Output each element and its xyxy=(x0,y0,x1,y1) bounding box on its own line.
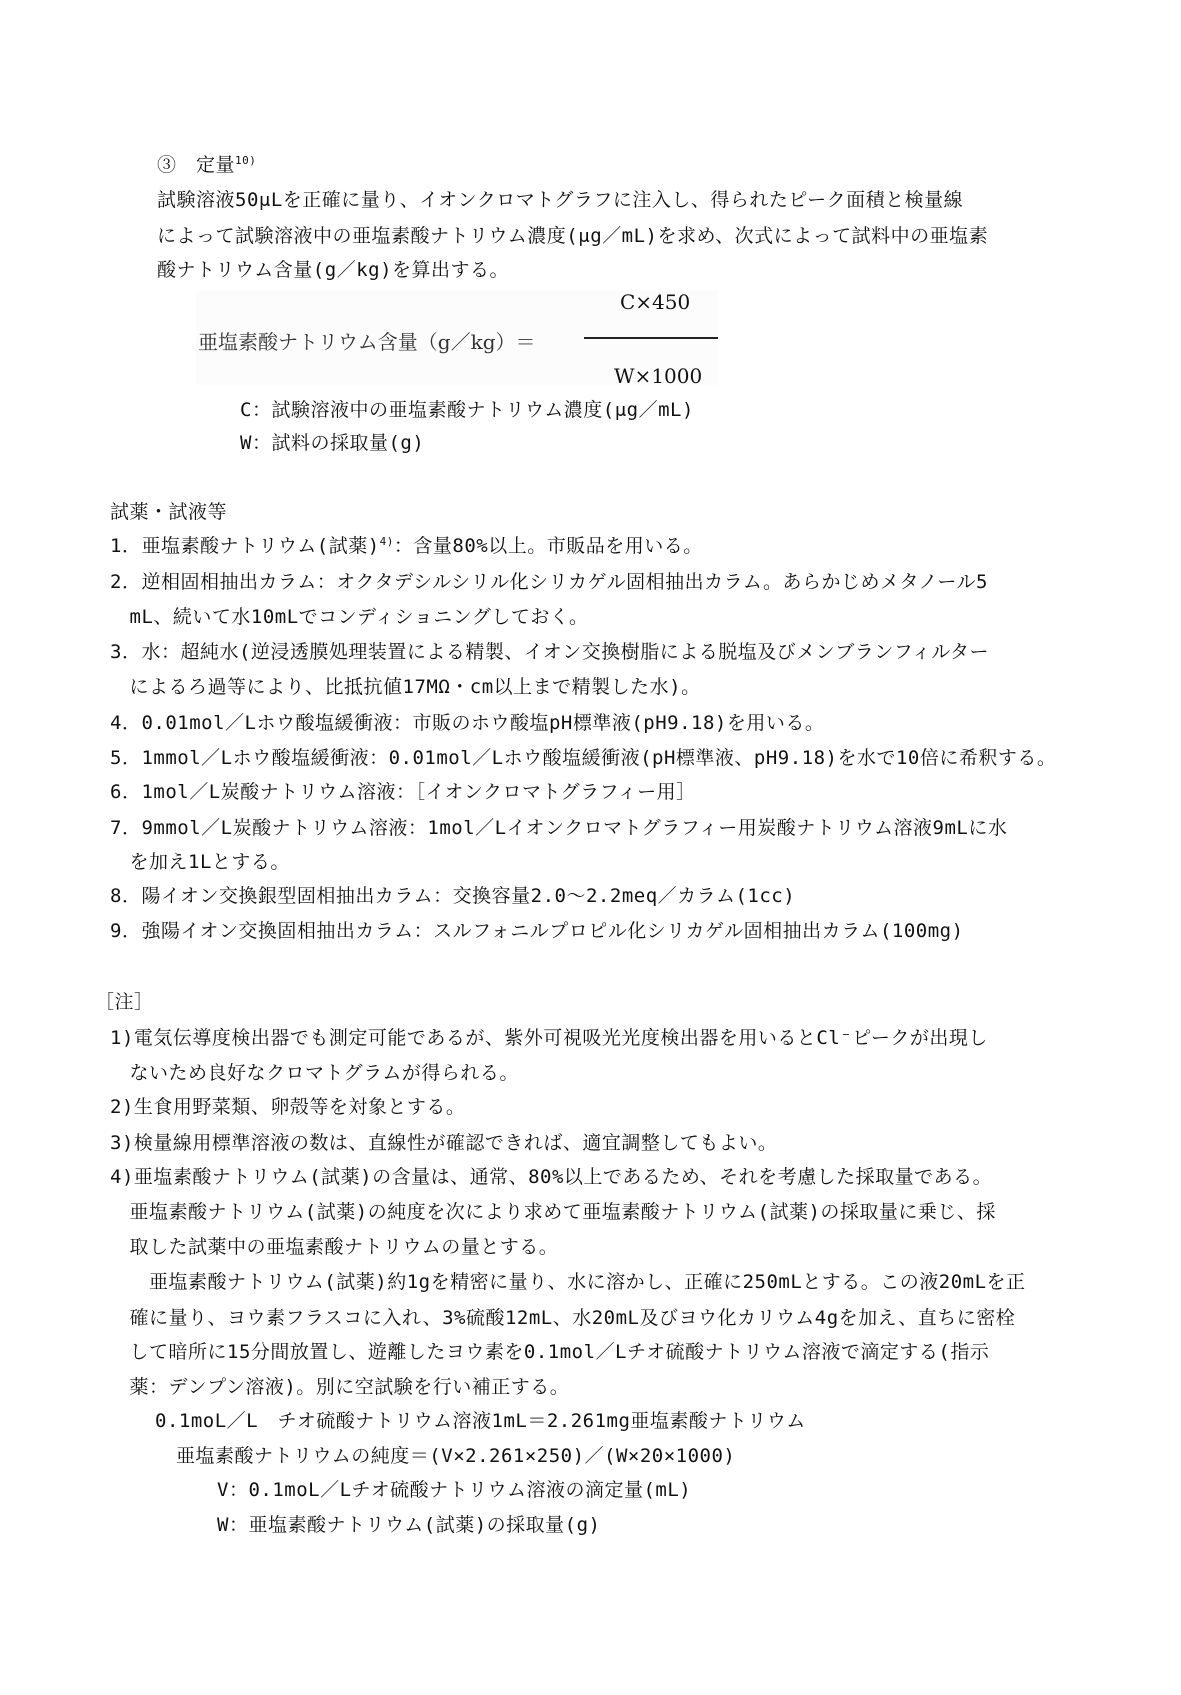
intro-line: 酸ナトリウム含量(g／kg)を算出する。 xyxy=(157,259,510,281)
reagent-item: 4．0.01mol／Lホウ酸塩緩衝液：市販のホウ酸塩pH標準液(pH9.18)を用いる。 xyxy=(110,712,825,734)
note-line: 2)生食用野菜類、卵殻等を対象とする。 xyxy=(110,1096,466,1118)
reference-superscript: 4) xyxy=(379,535,394,548)
reagent-text: 1．亜塩素酸ナトリウム(試薬) xyxy=(110,535,380,557)
reagent-item: mL、続いて水10mLでコンディショニングしておく。 xyxy=(110,606,589,628)
reagent-item: 8．陽イオン交換銀型固相抽出カラム：交換容量2.0～2.2meq／カラム(1cc) xyxy=(110,885,796,907)
intro-line: 試験溶液50μLを正確に量り、イオンクロマトグラフに注入し、得られたピーク面積と検量線 xyxy=(157,189,964,211)
reagent-item: 6．1mol／L炭酸ナトリウム溶液：［イオンクロマトグラフィー用］ xyxy=(110,781,696,803)
reagents-heading: 試薬・試液等 xyxy=(110,501,228,523)
reagent-item: 7．9mmol／L炭酸ナトリウム溶液：1mol／Lイオンクロマトグラフィー用炭酸ナトリウム溶液9mLに水 xyxy=(110,817,1008,839)
formula-denominator: W×1000 xyxy=(614,364,703,388)
note-line: 取した試薬中の亜塩素酸ナトリウムの量とする。 xyxy=(110,1236,559,1258)
note-line: 亜塩素酸ナトリウム(試薬)約1gを精密に量り、水に溶かし、正確に250mLとする。この液20mLを正 xyxy=(110,1271,1026,1293)
reagent-item: 2．逆相固相抽出カラム：オクタデシルシリル化シリカゲル固相抽出カラム。あらかじめメタノール5 xyxy=(110,571,988,593)
note-line: して暗所に15分間放置し、遊離したヨウ素を0.1mol／Lチオ硫酸ナトリウム溶液で滴定する(指示 xyxy=(110,1341,990,1363)
reagent-item: を加え1Lとする。 xyxy=(110,851,290,873)
note-line: 4)亜塩素酸ナトリウム(試薬)の含量は、通常、80%以上であるため、それを考慮した採取量である。 xyxy=(110,1166,993,1188)
variable-definition: V：0.1moL／Lチオ硫酸ナトリウム溶液の滴定量(mL) xyxy=(217,1479,692,1501)
variable-definition: C：試験溶液中の亜塩素酸ナトリウム濃度(μg／mL) xyxy=(240,399,694,421)
note-line: ないため良好なクロマトグラムが得られる。 xyxy=(110,1062,519,1084)
purity-formula: 亜塩素酸ナトリウムの純度＝(V×2.261×250)／(W×20×1000) xyxy=(176,1445,736,1467)
intro-line: によって試験溶液中の亜塩素酸ナトリウム濃度(μg／mL)を求め、次式によって試料中の亜塩素 xyxy=(157,225,989,247)
notes-heading: ［注］ xyxy=(95,991,154,1013)
reagent-item: 9．強陽イオン交換固相抽出カラム：スルフォニルプロピル化シリカゲル固相抽出カラム(100mg) xyxy=(110,920,964,942)
note-line: 薬：デンプン溶液)。別に空試験を行い補正する。 xyxy=(110,1376,570,1398)
note-line: 確に量り、ヨウ素フラスコに入れ、3%硫酸12mL、水20mL及びヨウ化カリウム4gを加え、直ちに密栓 xyxy=(110,1307,1016,1329)
note-line: 1)電気伝導度検出器でも測定可能であるが、紫外可視吸光光度検出器を用いるとCl⁻ピークが出現し xyxy=(110,1027,988,1049)
note-line: 3)検量線用標準溶液の数は、直線性が確認できれば、適宜調整してもよい。 xyxy=(110,1132,778,1154)
heading-text: ③ 定量 xyxy=(157,154,236,176)
formula-numerator: C×450 xyxy=(620,290,691,314)
formula-label: 亜塩素酸ナトリウム含量（g／kg）＝ xyxy=(198,330,536,354)
variable-definition: W：試料の採取量(g) xyxy=(240,432,425,454)
formula-image xyxy=(196,290,718,388)
reagent-text: ：含量80%以上。市販品を用いる。 xyxy=(393,535,703,557)
reagent-item: によるろ過等により、比抵抗値17MΩ・cm以上まで精製した水)。 xyxy=(110,676,701,698)
reagent-item: 5．1mmol／Lホウ酸塩緩衝液：0.01mol／Lホウ酸塩緩衝液(pH標準液、pH9.18)を水で10倍に希釈する。 xyxy=(110,747,1057,769)
reagent-item: 3．水：超純水(逆浸透膜処理装置による精製、イオン交換樹脂による脱塩及びメンブランフィルター xyxy=(110,641,990,663)
section-heading xyxy=(157,153,256,177)
reagent-item xyxy=(110,534,703,558)
equivalence-line: 0.1moL／L チオ硫酸ナトリウム溶液1mL＝2.261mg亜塩素酸ナトリウム xyxy=(155,1410,806,1432)
note-line: 亜塩素酸ナトリウム(試薬)の純度を次により求めて亜塩素酸ナトリウム(試薬)の採取量に乗じ、採 xyxy=(110,1201,996,1223)
variable-definition: W：亜塩素酸ナトリウム(試薬)の採取量(g) xyxy=(217,1514,601,1536)
fraction-bar xyxy=(584,337,718,339)
reference-superscript: 10) xyxy=(235,154,257,167)
